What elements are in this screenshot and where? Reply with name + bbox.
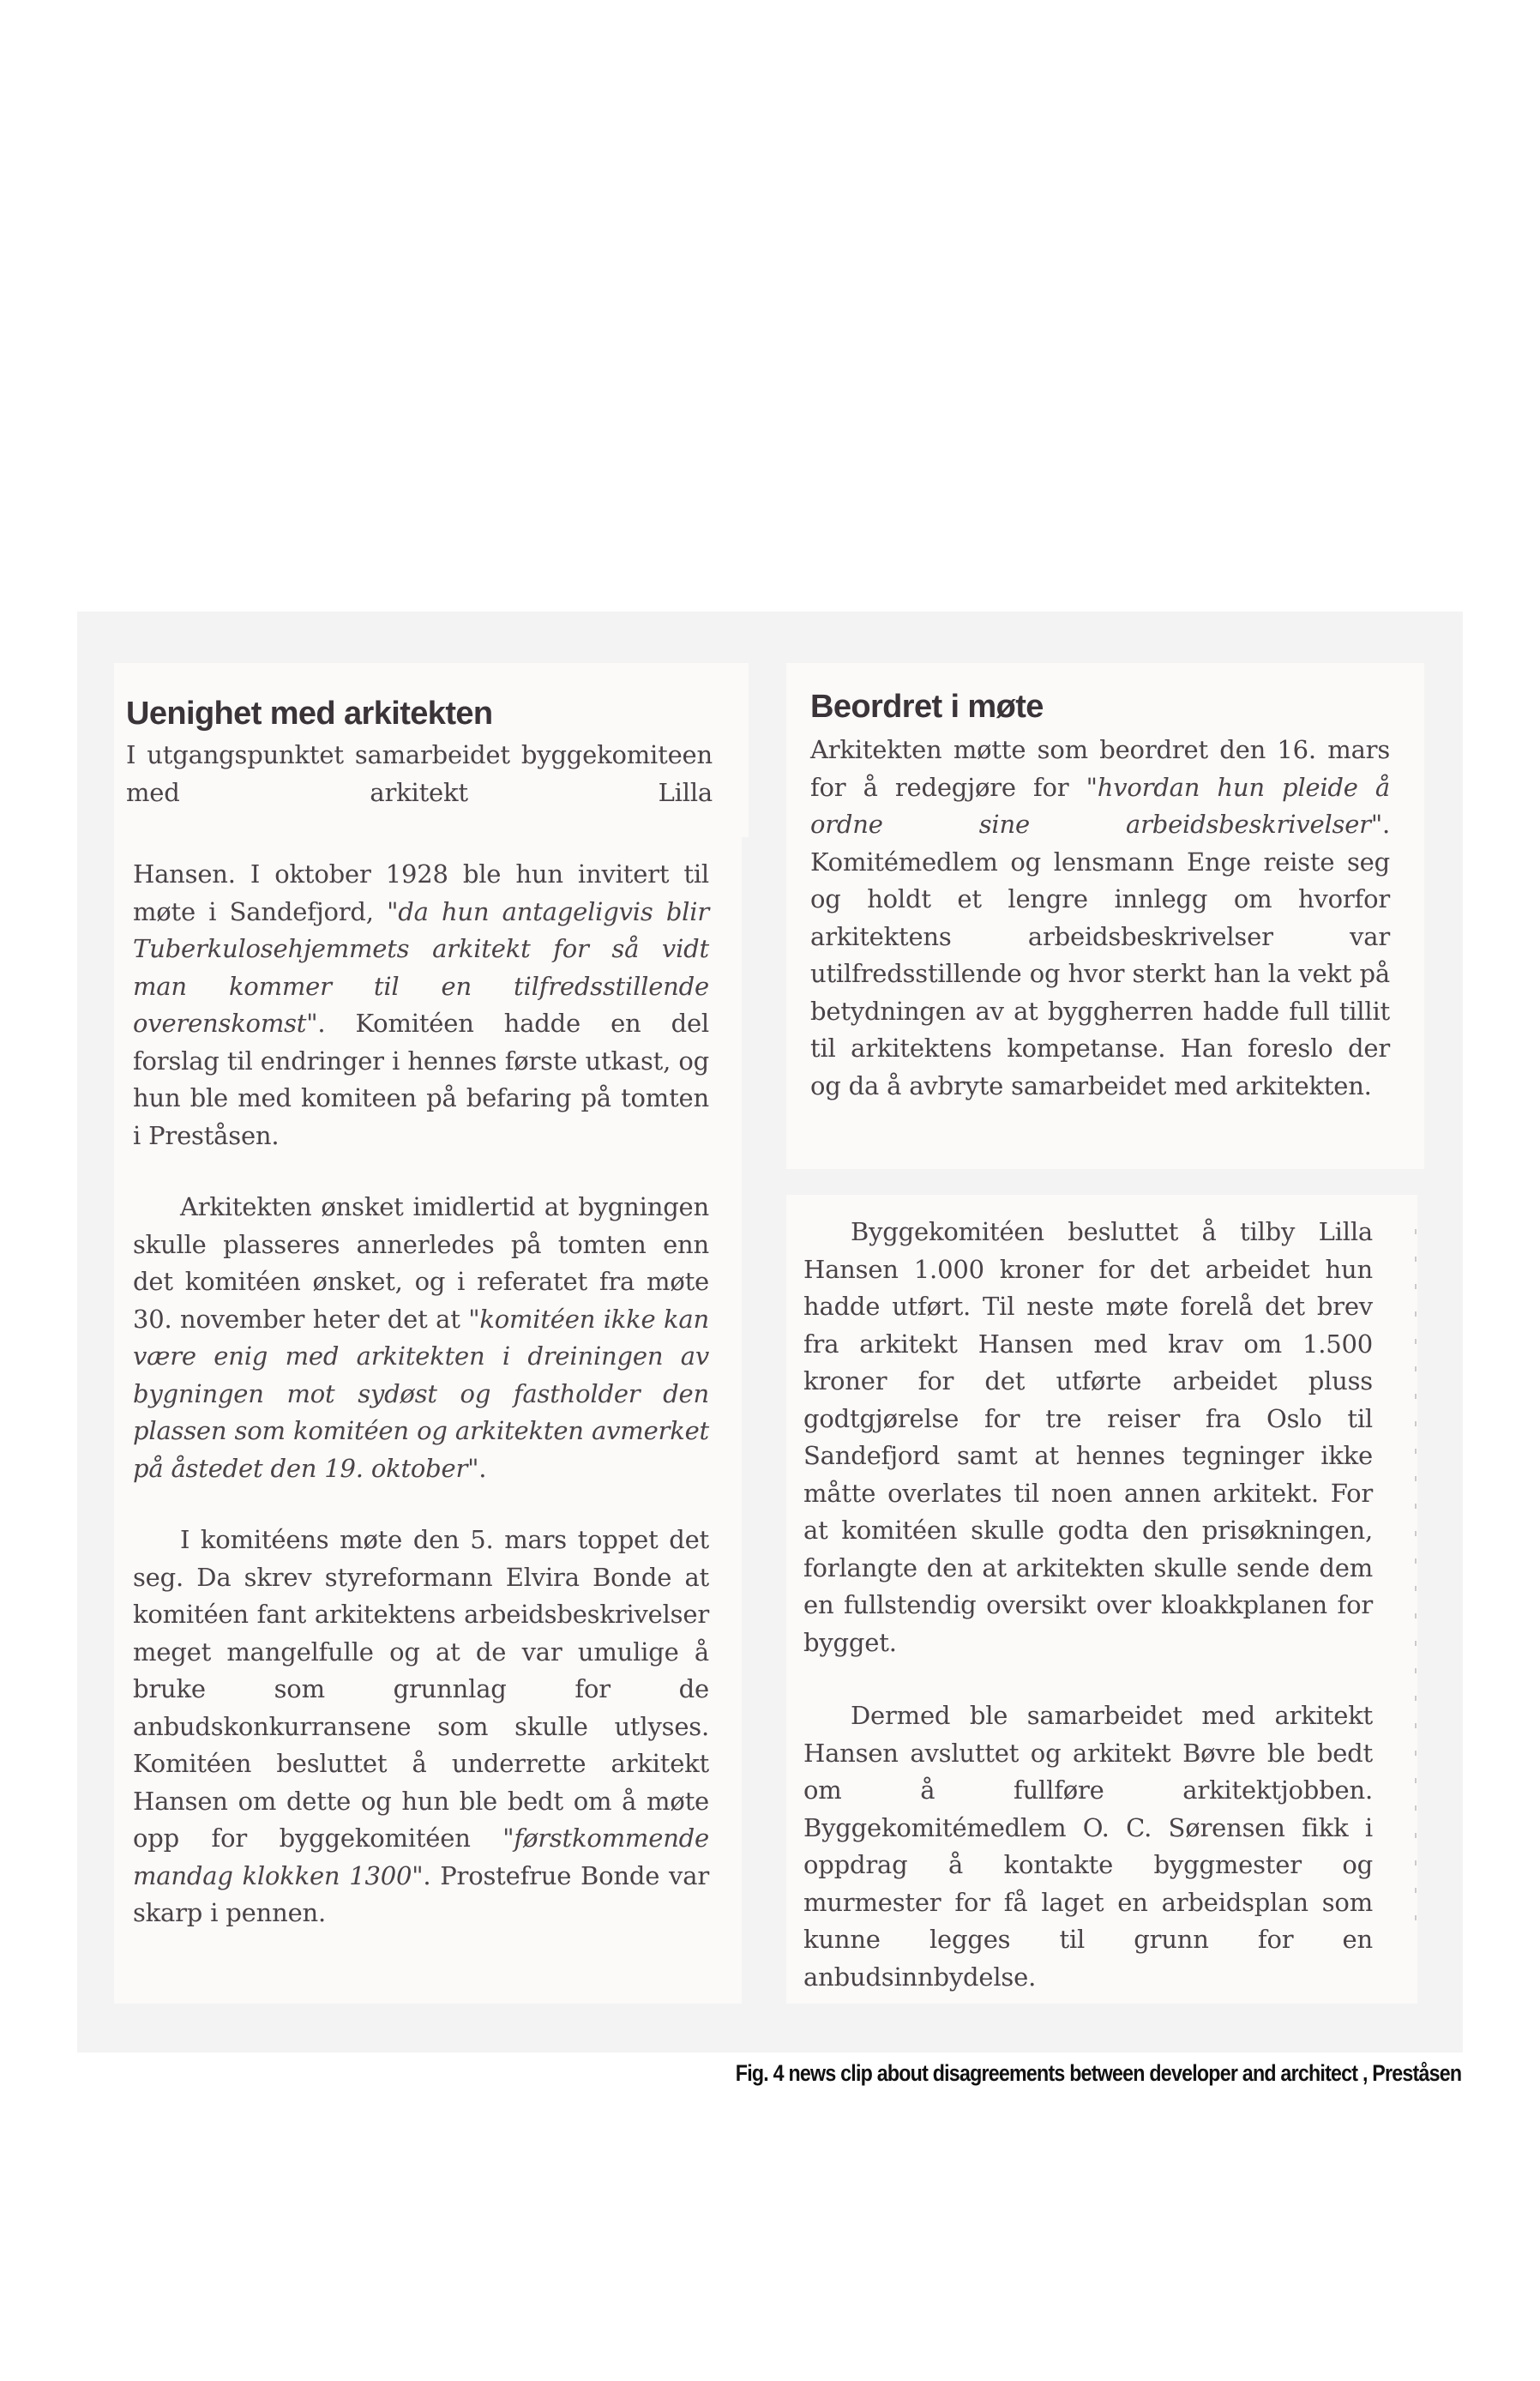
text: . Prostefrue Bonde var skarp i pennen. (133, 1860, 709, 1927)
text: Arkitekten ønsket imidlertid at bygningen skulle plasseres annerledes på tomten enn det komitéen ønsket, og i referatet fra møte 30. november heter det at (133, 1192, 709, 1334)
quote: "da hun antageligvis blir Tuberkulosehjemmets arkitekt for så vidt man kommer til en tilfredsstillende overenskomst" (133, 896, 709, 1038)
quote: "komitéen ikke kan være enig med arkitekten i dreiningen av bygningen mot sydøst og fastholder den plassen som komitéen og arkitekten avmerket på åstedet den 19. oktober" (133, 1304, 709, 1483)
text: Arkitekten møtte som beordret den 16. mars for å redegjøre for (810, 735, 1390, 802)
intro-paragraph: I utgangspunktet samarbeidet byggekomiteen med arkitekt Lilla (126, 740, 713, 807)
article-heading-ordered: Beordret i møte (810, 689, 1044, 725)
figure-caption: Fig. 4 news clip about disagreements between developer and architect , Preståsen (735, 2060, 1461, 2086)
paragraph-placement (133, 1189, 709, 1487)
scan-edge-mark (1415, 1229, 1417, 1932)
paragraph-ordered-meeting (810, 732, 1390, 1105)
text: . (478, 1453, 487, 1483)
text: I komitéens møte den 5. mars toppet det seg. Da skrev styreformann Elvira Bonde at komitéen fant arkitektens arbeidsbeskrivelser meget mangelfulle og at de var umulige å bruke som grunnlag for de anbudskonkurransene som skulle utlyses. Komitéen besluttet å underrette arkitekt Hansen om dette og hun ble bedt om å møte opp for byggekomitéen (133, 1525, 709, 1853)
text: . Komitéen hadde en del forslag til endringer i hennes første utkast, og hun ble med komiteen på befaring på tomten i Preståsen. (133, 1009, 709, 1150)
paragraph-invitation (133, 856, 709, 1154)
right-column-top (786, 663, 1424, 1169)
article-heading-disagreement: Uenighet med arkitekten (126, 696, 493, 732)
paragraph-payment: Byggekomitéen besluttet å tilby Lilla Hansen 1.000 kroner for det arbeidet hun hadde utført. Til neste møte forelå det brev fra arkitekt Hansen med krav om 1.500 kroner for det utførte arbeidet pluss godtgjørelse for tre reiser fra Oslo til Sandefjord samt at hennes tegninger ikke måtte overlates til noen annen arkitekt. For at komitéen skulle godta den prisøkningen, forlangte den at arkitekten skulle sende dem en fullstendig oversikt over kloakkplanen for bygget. (803, 1217, 1373, 1657)
right-column-bottom (786, 1195, 1417, 2004)
left-column-header (114, 663, 749, 837)
left-column-body (114, 837, 742, 2004)
paragraph-march-meeting (133, 1522, 709, 1932)
text: . Komitémedlem og lensmann Enge reiste seg og holdt et lengre innlegg om hvorfor arkitektens arbeidsbeskrivelser var utilfredsstillende og hvor sterkt han la vekt på betydningen av at byggherren hadde full tillit til arkitektens kompetanse. Han foreslo der og da å avbryte samarbeidet med arkitekten. (810, 810, 1390, 1100)
text: Hansen. I oktober 1928 ble hun invitert til møte i Sandefjord, (133, 859, 709, 926)
quote: "førstkommende mandag klokken 1300" (133, 1823, 709, 1890)
quote: "hvordan hun pleide å ordne sine arbeidsbeskrivelser" (810, 772, 1390, 839)
paragraph-conclusion: Dermed ble samarbeidet med arkitekt Hansen avsluttet og arkitekt Bøvre ble bedt om å fullføre arkitektjobben. Byggekomitémedlem O. C. Sørensen fikk i oppdrag å kontakte byggmester og murmester for få laget en arbeidsplan som kunne legges til grunn for en anbudsinnbydelse. (803, 1701, 1373, 1992)
